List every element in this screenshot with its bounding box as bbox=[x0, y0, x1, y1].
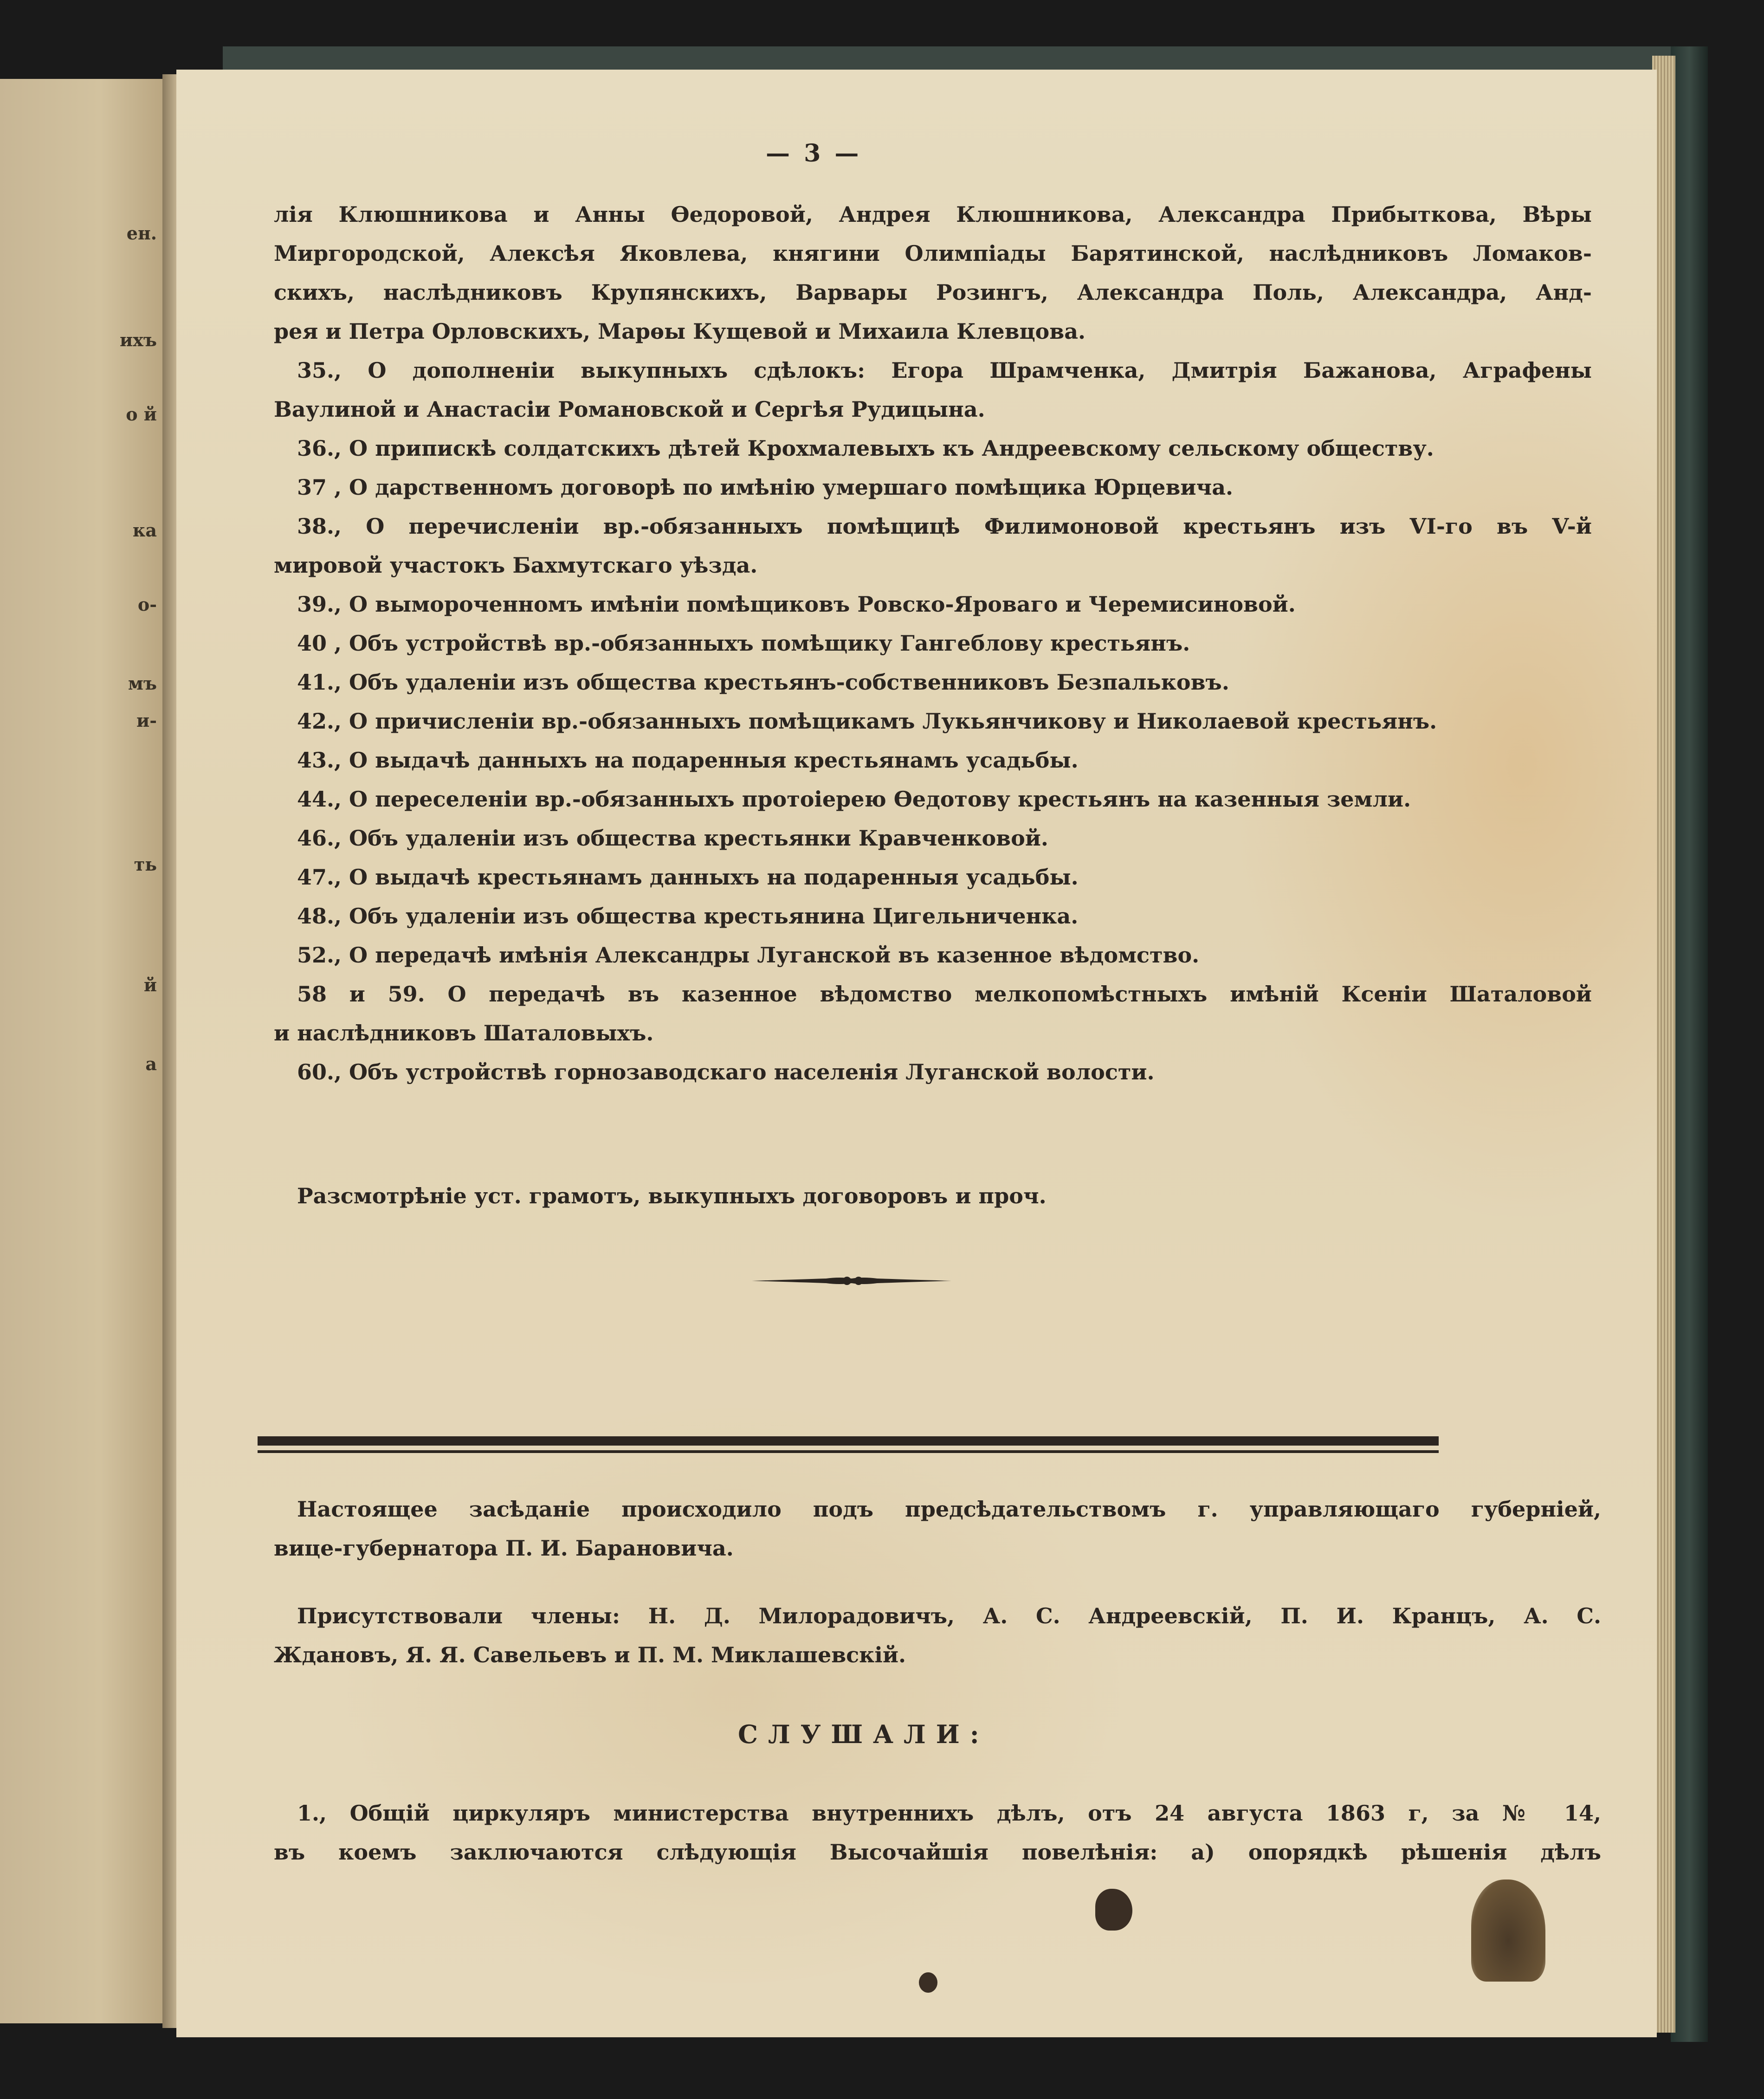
text-line: скихъ, наслѣдниковъ Крупянскихъ, Варвары Розингъ, Александра Поль, Александра, Анд- bbox=[274, 280, 1592, 305]
ink-spot bbox=[919, 1972, 937, 1993]
list-item: 47., О выдачѣ крестьянамъ данныхъ на подаренныя усадьбы. bbox=[297, 865, 1079, 890]
section-rule-thin bbox=[258, 1450, 1439, 1453]
session-note bbox=[274, 1490, 1601, 1568]
item-58-59-line: и наслѣдниковъ Шаталовыхъ. bbox=[274, 1020, 654, 1046]
section-heading: СЛУШАЛИ: bbox=[738, 1719, 989, 1749]
ink-stain bbox=[1095, 1889, 1132, 1931]
text-line: Миргородской, Алексѣя Яковлева, княгини Олимпіады Барятинской, наслѣдниковъ Ломаков- bbox=[274, 241, 1592, 266]
list-item: 40 , Объ устройствѣ вр.-обязанныхъ помѣщику Гангеблову крестьянъ. bbox=[297, 631, 1190, 656]
text-line: Присутствовали члены: Н. Д. Милорадовичъ, А. С. Андреевскій, П. И. Кранцъ, А. С. bbox=[297, 1603, 1601, 1628]
list-item: 52., О передачѣ имѣнія Александры Луганской въ казенное вѣдомство. bbox=[297, 943, 1200, 968]
item-60: 60., Объ устройствѣ горнозаводскаго населенія Луганской волости. bbox=[297, 1059, 1155, 1085]
item-36: 36., О припискѣ солдатскихъ дѣтей Крохмалевыхъ къ Андреевскому сельскому обществу. bbox=[297, 436, 1434, 461]
text-line: лія Клюшникова и Анны Ѳедоровой, Андрея Клюшникова, Александра Прибыткова, Вѣры bbox=[274, 202, 1592, 227]
list-item: 44., О переселеніи вр.-обязанныхъ протоіерею Ѳедотову крестьянъ на казенныя земли. bbox=[297, 787, 1411, 812]
item-35-line: 35., О дополненіи выкупныхъ сдѣлокъ: Егора Шрамченка, Дмитрія Бажанова, Аграфены bbox=[297, 358, 1592, 383]
text-line: вице-губернатора П. И. Барановича. bbox=[274, 1536, 734, 1561]
text-line: Ждановъ, Я. Я. Савельевъ и П. М. Миклашевскій. bbox=[274, 1642, 906, 1667]
left-page-fragment: ен. bbox=[126, 223, 157, 244]
item-1-paragraph bbox=[274, 1794, 1601, 1872]
item-35-line: Ваулиной и Анастасіи Романовской и Сергѣя Рудицына. bbox=[274, 397, 985, 422]
left-page-fragment: ка bbox=[132, 520, 157, 541]
summary-line: Разсмотрѣніе уст. грамотъ, выкупныхъ договоровъ и проч. bbox=[297, 1183, 1047, 1208]
left-page bbox=[0, 79, 167, 2023]
text-line: въ коемъ заключаются слѣдующія Высочайшія повелѣнія: а) опорядкѣ рѣшенія дѣлъ bbox=[274, 1840, 1601, 1865]
ornament-divider bbox=[752, 1274, 951, 1288]
item-38-line: 38., О перечисленіи вр.-обязанныхъ помѣщицѣ Филимоновой крестьянъ изъ VI-го въ V-й bbox=[297, 514, 1592, 539]
item-37: 37 , О дарственномъ договорѣ по имѣнію умершаго помѣщика Юрцевича. bbox=[297, 475, 1234, 500]
list-item: 39., О вымороченномъ имѣніи помѣщиковъ Ровско-Яроваго и Черемисиновой. bbox=[297, 592, 1296, 617]
text-line: рея и Петра Орловскихъ, Марѳы Кущевой и Михаила Клевцова. bbox=[274, 319, 1086, 344]
page-number: — 3 — bbox=[766, 139, 862, 168]
list-item: 46., Объ удаленіи изъ общества крестьянки Кравченковой. bbox=[297, 826, 1048, 851]
left-page-fragment: а bbox=[145, 1053, 157, 1074]
ink-stain bbox=[1471, 1879, 1545, 1982]
left-page-fragment: мъ bbox=[128, 673, 157, 694]
item-58-59-line: 58 и 59. О передачѣ въ казенное вѣдомство мелкопомѣстныхъ имѣній Ксеніи Шаталовой bbox=[297, 982, 1592, 1007]
list-item: 41., Объ удаленіи изъ общества крестьянъ-собственниковъ Безпальковъ. bbox=[297, 670, 1229, 695]
left-page-fragment: о й bbox=[126, 404, 157, 425]
left-page-fragment: о- bbox=[137, 594, 157, 615]
text-line: Настоящее засѣданіе происходило подъ предсѣдательствомъ г. управляющаго губерніей, bbox=[297, 1497, 1601, 1522]
left-page-fragment: й bbox=[143, 975, 157, 995]
text-line: 1., Общій циркуляръ министерства внутреннихъ дѣлъ, отъ 24 августа 1863 г, за № 14, bbox=[297, 1801, 1601, 1826]
list-item: 42., О причисленіи вр.-обязанныхъ помѣщикамъ Лукьянчикову и Николаевой крестьянъ. bbox=[297, 709, 1437, 734]
list-item: 43., О выдачѣ данныхъ на подаренныя крестьянамъ усадьбы. bbox=[297, 748, 1079, 773]
item-38-line: мировой участокъ Бахмутскаго уѣзда. bbox=[274, 553, 758, 578]
left-page-fragment: ть bbox=[134, 854, 157, 875]
members-paragraph bbox=[274, 1596, 1601, 1674]
right-page bbox=[176, 70, 1657, 2037]
left-page-fragment: ихъ bbox=[120, 329, 157, 350]
book-cover-right bbox=[1671, 46, 1708, 2042]
left-page-fragment: и- bbox=[136, 710, 157, 731]
list-item: 48., Объ удаленіи изъ общества крестьянина Цигельниченка. bbox=[297, 904, 1079, 929]
section-rule bbox=[258, 1436, 1439, 1446]
item-list bbox=[274, 195, 1592, 1091]
